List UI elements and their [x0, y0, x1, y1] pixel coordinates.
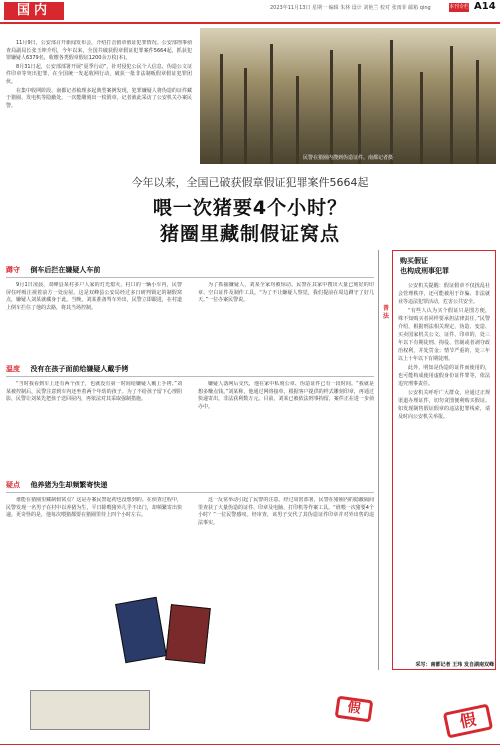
section-heading — [6, 480, 107, 491]
lead-text — [6, 40, 192, 111]
article-paragraph: 嫌疑人落网后交代，他在家中私刻公章、伪造证件已有一段时间。“我就是想多赚点钱。”刘某称，他通过网络接单，根据客户提供的样式雕刻印章，再通过快递寄出，非法获利数万元。目前，刘某已被依法刑事拘留，案件正在进一步侦办中。 — [198, 381, 374, 410]
header-divider — [0, 22, 500, 24]
article-column — [198, 282, 374, 358]
section-title: 他养猪为生却频繁寄快递 — [30, 481, 108, 489]
sidebar-paragraph: 此外，明知是伪造的证件而使用的，也可能构成使用虚假身份证件罪等，依法追究刑事责任。 — [398, 365, 490, 387]
article-column — [198, 381, 374, 475]
sidebar-body — [398, 282, 490, 422]
article-column — [6, 381, 182, 475]
fake-stamp-graphic: 假 — [443, 704, 493, 739]
sidebar-title-line1: 购买假证 — [400, 257, 428, 265]
reporter-credit: 采写：南都记者 王玮 发自湖南双峰 — [415, 662, 494, 668]
headline-subtitle: 今年以来，全国已破获假章假证犯罪案件5664起 — [131, 176, 369, 189]
section-divider — [6, 492, 374, 493]
sidebar-title — [400, 256, 449, 276]
section-key: 蹲守 — [6, 266, 20, 274]
section-title: 倒车后拦在嫌疑人车前 — [30, 266, 101, 274]
article-paragraph: “当时我看到车上还有两个孩子，也就没有第一时间给嫌疑人戴上手铐。”刘某被控制后，民警注意到车内还坐着两个年幼的孩子。为了不给孩子留下心理阴影，民警让刘某先把孩子送回屋内，再依法对其采取强制措施。 — [6, 381, 182, 403]
sidebar-paragraph: 公安机关提醒：假证假章不仅扰乱社会管理秩序，还可能被用于诈骗、非法就业等违法犯罪活动，危害公共安全。 — [398, 283, 490, 305]
headline-line1: 喂一次猪要4个小时？ — [152, 197, 348, 219]
section-divider — [6, 376, 374, 377]
article-paragraph: 谁能在猪圈里藏制假窝点？这是办案民警起初也没想到的。在侦查过程中，民警发现一名男子在村中以养猪为生，平日除喂猪外几乎不出门，却频繁寄出快递。更奇怪的是，他每次喂猪都要在猪圈里待上四个小时左右。 — [6, 497, 182, 519]
headline-line2: 猪圈里藏制假证窝点 — [159, 223, 340, 245]
article-column — [6, 497, 182, 585]
article-paragraph: 9月1日凌晨，双峰县某村多户人家的灯光熄灭，村口的一辆小车内，民警屏住呼吸注视着前方一处房屋。这是双峰县公安局经过多日研判锁定的制假窝点，嫌疑人刘某就藏身于此。当晚，刘某准备驾车外出，民警立即跟进，在村道上倒车拦住了他的去路，将其当场控制。 — [6, 282, 182, 311]
issue-meta: 2023年11月13日 星期一 编辑 朱林 设计 刘艳兰 校对 张雨菲 邮箱 qing — [270, 5, 431, 11]
section-tag: 国内 — [4, 2, 64, 20]
photo-caption: 民警在猪圈内搜到伪造证件。南都记者摄 — [302, 155, 393, 161]
fake-document-image — [30, 690, 150, 730]
lead-paragraph: 8月31日起，公安部部署开展“夏季行动”，针对侵犯公民个人信息、伪造公文证件印章等突出犯罪，在全国统一发起收网行动，破获一批非法制贩假章假证犯罪团伙。 — [6, 63, 192, 85]
article-column — [198, 497, 374, 585]
sidebar-paragraph: “有些人认为买个假证只是图方便，殊不知购买者同样要承担法律责任。”民警介绍，根据刑法相关规定，伪造、变造、买卖国家机关公文、证件、印章的，处三年以下有期徒刑、拘役、管制或者剥夺政治权利，并处罚金；情节严重的，处三年以上十年以下有期徒刑。 — [398, 308, 490, 362]
lead-paragraph: 在集中收网阶段，南都记者梳理多起典型案例发现，犯罪嫌疑人将伪造的证件藏于猪圈、发电机等隐蔽处，一次能雕刻出一枚假章。记者就此采访了公安机关办案民警。 — [6, 87, 192, 109]
section-key: 疑点 — [6, 481, 20, 489]
article-paragraph: 为了抓捕嫌疑人，刘某全家均被惊动。民警在其家中搜出大量已刻好的印章、空白证件及制作工具。“为了不让嫌疑人察觉，我们提前在周边蹲守了好几天。”一位办案民警说。 — [198, 282, 374, 304]
sidebar-paragraph: 公安机关呼吁广大群众，应通过正规渠道办理证件，切勿贪图便利购买假证。如发现制售假证假章的违法犯罪线索，请及时向公安机关举报。 — [398, 390, 490, 420]
section-heading — [6, 364, 128, 375]
fake-certificate-image — [165, 604, 211, 664]
page-header — [0, 0, 500, 22]
article-column — [6, 282, 182, 358]
article-paragraph: 这一反常举动引起了民警的注意。经过周密部署，民警在猪圈内的隐蔽隔间里查获了大量伪造的证件、印章及电脑、打印机等作案工具。“谁喂一次猪要4个小时？”一位民警感叹。经审查，该男子交代了其伪造证件印章并对外出售的违法事实。 — [198, 497, 374, 526]
section-title: 没有在孩子面前给嫌疑人戴手铐 — [30, 365, 129, 373]
section-key: 温度 — [6, 365, 20, 373]
footer-divider — [0, 744, 500, 745]
fake-stamp-graphic: 假 — [335, 696, 374, 723]
fake-certificate-image — [115, 597, 167, 663]
section-divider — [6, 277, 374, 278]
sidebar-title-line2: 也构成刑事犯罪 — [400, 267, 449, 275]
edition-badge: 本刊专栏 — [449, 4, 470, 10]
lead-paragraph: 11月9日，公安部召开新闻发布会，介绍打击假章假证犯罪情况。公安部刑事侦查局副局长张玉坤介绍，今年以来，全国共破获假章假证犯罪案件5664起，抓获犯罪嫌疑人6379名，收缴各类假章假证1200余万枚(本)。 — [6, 40, 192, 62]
page-number: A14 — [474, 1, 496, 12]
sidebar-tag: 普法 — [382, 305, 389, 320]
news-photo — [200, 28, 496, 164]
sidebar-divider — [378, 250, 379, 670]
section-heading — [6, 265, 100, 276]
